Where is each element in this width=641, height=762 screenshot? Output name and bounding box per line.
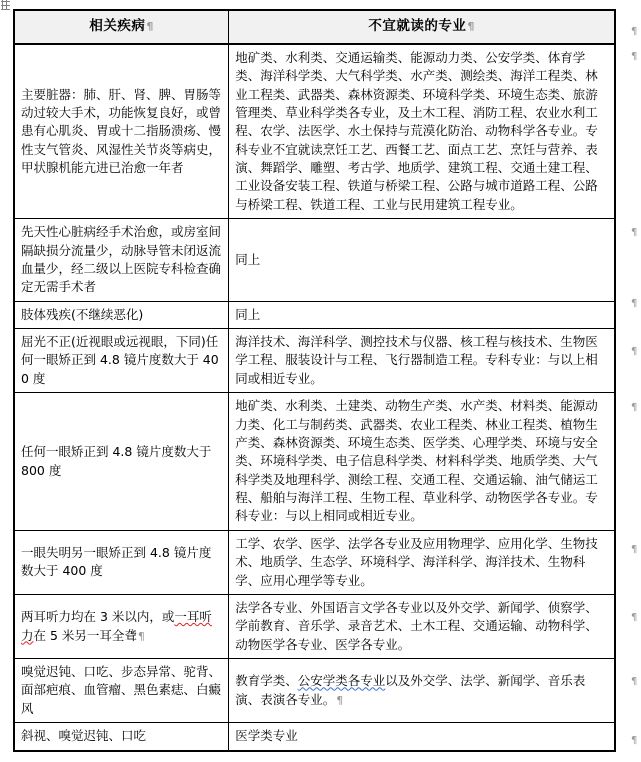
condition-text-before: 两耳听力均在 3 米以内，或 <box>21 609 175 625</box>
table-row <box>14 329 615 393</box>
cell-majors <box>229 393 615 531</box>
table-row <box>14 594 615 658</box>
condition-text: 一眼失明另一眼矫正到 4.8 镜片度数大于 400 度 <box>21 545 212 579</box>
table-move-handle-icon[interactable] <box>1 0 12 11</box>
spell-error-text[interactable]: 一耳听力 <box>21 609 212 643</box>
table-row <box>14 723 615 751</box>
paragraph-mark: ¶ <box>631 612 638 623</box>
cell-condition <box>14 44 229 219</box>
majors-text <box>235 672 608 709</box>
table-row <box>14 393 615 531</box>
cell-majors <box>229 329 615 393</box>
condition-text: 斜视、嗅觉迟钝、口吃 <box>21 728 147 744</box>
majors-text: 法学各专业、外国语言文学各专业以及外交学、新闻学、侦察学、学前教育、音乐学、录音艺术、土木工程、交通运输、动物科学、动物医学各专业、医学各专业。 <box>235 599 598 652</box>
table-row <box>14 301 615 328</box>
table-row <box>14 659 615 723</box>
paragraph-mark: ¶ <box>631 26 638 37</box>
paragraph-mark: ¶ <box>631 735 638 746</box>
cell-majors <box>229 659 615 723</box>
cell-majors <box>229 301 615 328</box>
cell-majors <box>229 44 615 219</box>
majors-text: 海洋技术、海洋科学、测控技术与仪器、核工程与核技术、生物医学工程、服装设计与工程、飞行器制造工程。专科专业：与以上相同或相近专业。 <box>235 334 598 386</box>
paragraph-mark: ¶ <box>631 676 638 687</box>
condition-text: 主要脏器：肺、肝、肾、脾、胃肠等动过较大手术，功能恢复良好，或曾患有心肌炎、胃或十二指肠溃疡、慢性支气管炎、风湿性关节炎等病史，甲状腺机能亢进已治愈一年者 <box>21 86 222 176</box>
condition-text <box>21 608 222 645</box>
majors-text: 同上 <box>235 251 261 267</box>
cell-majors <box>229 723 615 751</box>
grammar-error-text[interactable]: 公安学类各专业 <box>297 673 386 689</box>
paragraph-mark: ¶ <box>631 298 638 309</box>
majors-text-before: 教育学类、 <box>235 673 298 689</box>
column-header-condition <box>14 10 229 44</box>
paragraph-mark: ¶ <box>467 20 475 33</box>
column-header-condition-label: 相关疾病 <box>89 18 146 34</box>
column-header-majors <box>229 10 615 44</box>
table-row <box>14 530 615 594</box>
majors-text: 医学类专业 <box>235 728 298 744</box>
condition-text: 任何一眼矫正到 4.8 镜片度数大于 800 度 <box>21 444 216 478</box>
cell-condition <box>14 219 229 302</box>
paragraph-mark: ¶ <box>631 544 638 555</box>
paragraph-mark: ¶ <box>631 51 638 62</box>
paragraph-mark: ¶ <box>336 693 344 707</box>
condition-text: 屈光不正(近视眼或远视眼，下同)任何一眼矫正到 4.8 镜片度数大于 400 度 <box>21 334 219 386</box>
table-header-row <box>14 10 615 44</box>
column-header-majors-label: 不宜就读的专业 <box>368 18 467 34</box>
cell-majors <box>229 530 615 594</box>
cell-condition <box>14 329 229 393</box>
condition-text: 肢体残疾(不继续恶化) <box>21 306 144 322</box>
paragraph-mark: ¶ <box>631 402 638 413</box>
condition-text: 先天性心脏病经手术治愈，或房室间隔缺损分流量少，动脉导管未闭返流血量少，经二级以上医院专科检查确定无需手术者 <box>21 224 222 295</box>
table-row <box>14 219 615 302</box>
majors-text: 同上 <box>235 306 261 322</box>
cell-condition <box>14 530 229 594</box>
paragraph-mark: ¶ <box>631 227 638 238</box>
majors-text: 工学、农学、医学、法学各专业及应用物理学、应用化学、生物技术、地质学、生态学、环境科学、海洋科学、海洋技术、生物科学、应用心理学等专业。 <box>235 535 598 588</box>
cell-condition <box>14 301 229 328</box>
condition-text-after: 在 5 米另一耳全聋 <box>33 627 137 643</box>
cell-condition <box>14 594 229 658</box>
paragraph-mark: ¶ <box>137 629 145 643</box>
cell-majors <box>229 594 615 658</box>
majors-text: 地矿类、水利类、土建类、动物生产类、水产类、材料类、能源动力类、化工与制药类、武器类、农业工程类、林业工程类、植物生产类、森林资源类、环境生态类、医学类、心理学类、环境与安全类、环境科学类、电子信息科学类、材料科学类、地质学类、大气科学类及地理科学、测绘工程、交通工程、交通运输、油气储运工程、船舶与海洋工程、生物工程、草业科学、动物医学各专业。专科专业：与以上相同或相近专业。 <box>235 398 598 524</box>
cell-condition <box>14 723 229 751</box>
majors-text-after: 以及外交学、法学、新闻学、音乐表演、表演各专业。 <box>235 673 586 707</box>
paragraph-mark: ¶ <box>631 346 638 357</box>
paragraph-mark: ¶ <box>146 20 154 33</box>
cell-condition <box>14 659 229 723</box>
cell-condition <box>14 393 229 531</box>
disease-major-restriction-table <box>13 9 616 752</box>
condition-text: 嗅觉迟钝、口吃、步态异常、驼背、面部疤痕、血管瘤、黑色素痣、白癜风 <box>21 664 222 716</box>
majors-text: 地矿类、水利类、交通运输类、能源动力类、公安学类、体育学类、海洋科学类、大气科学类、水产类、测绘类、海洋工程类、林业工程类、武器类、森林资源类、环境科学类、环境生态类、旅游管理类、草业科学类各专业，及土木工程、消防工程、农业水利工程、农学、法医学、水土保持与荒漠化防治、动物科学各专业。专科专业不宜就读烹饪工艺、西餐工艺、面点工艺、烹饪与营养、表演、舞蹈学、雕塑、考古学、地质学、建筑工程、交通土建工程、工业设备安装工程、铁道与桥梁工程、公路与城市道路工程、公路与桥梁工程、铁道工程、工业与民用建筑工程专业。 <box>235 49 598 212</box>
cell-majors <box>229 219 615 302</box>
table-row <box>14 44 615 219</box>
